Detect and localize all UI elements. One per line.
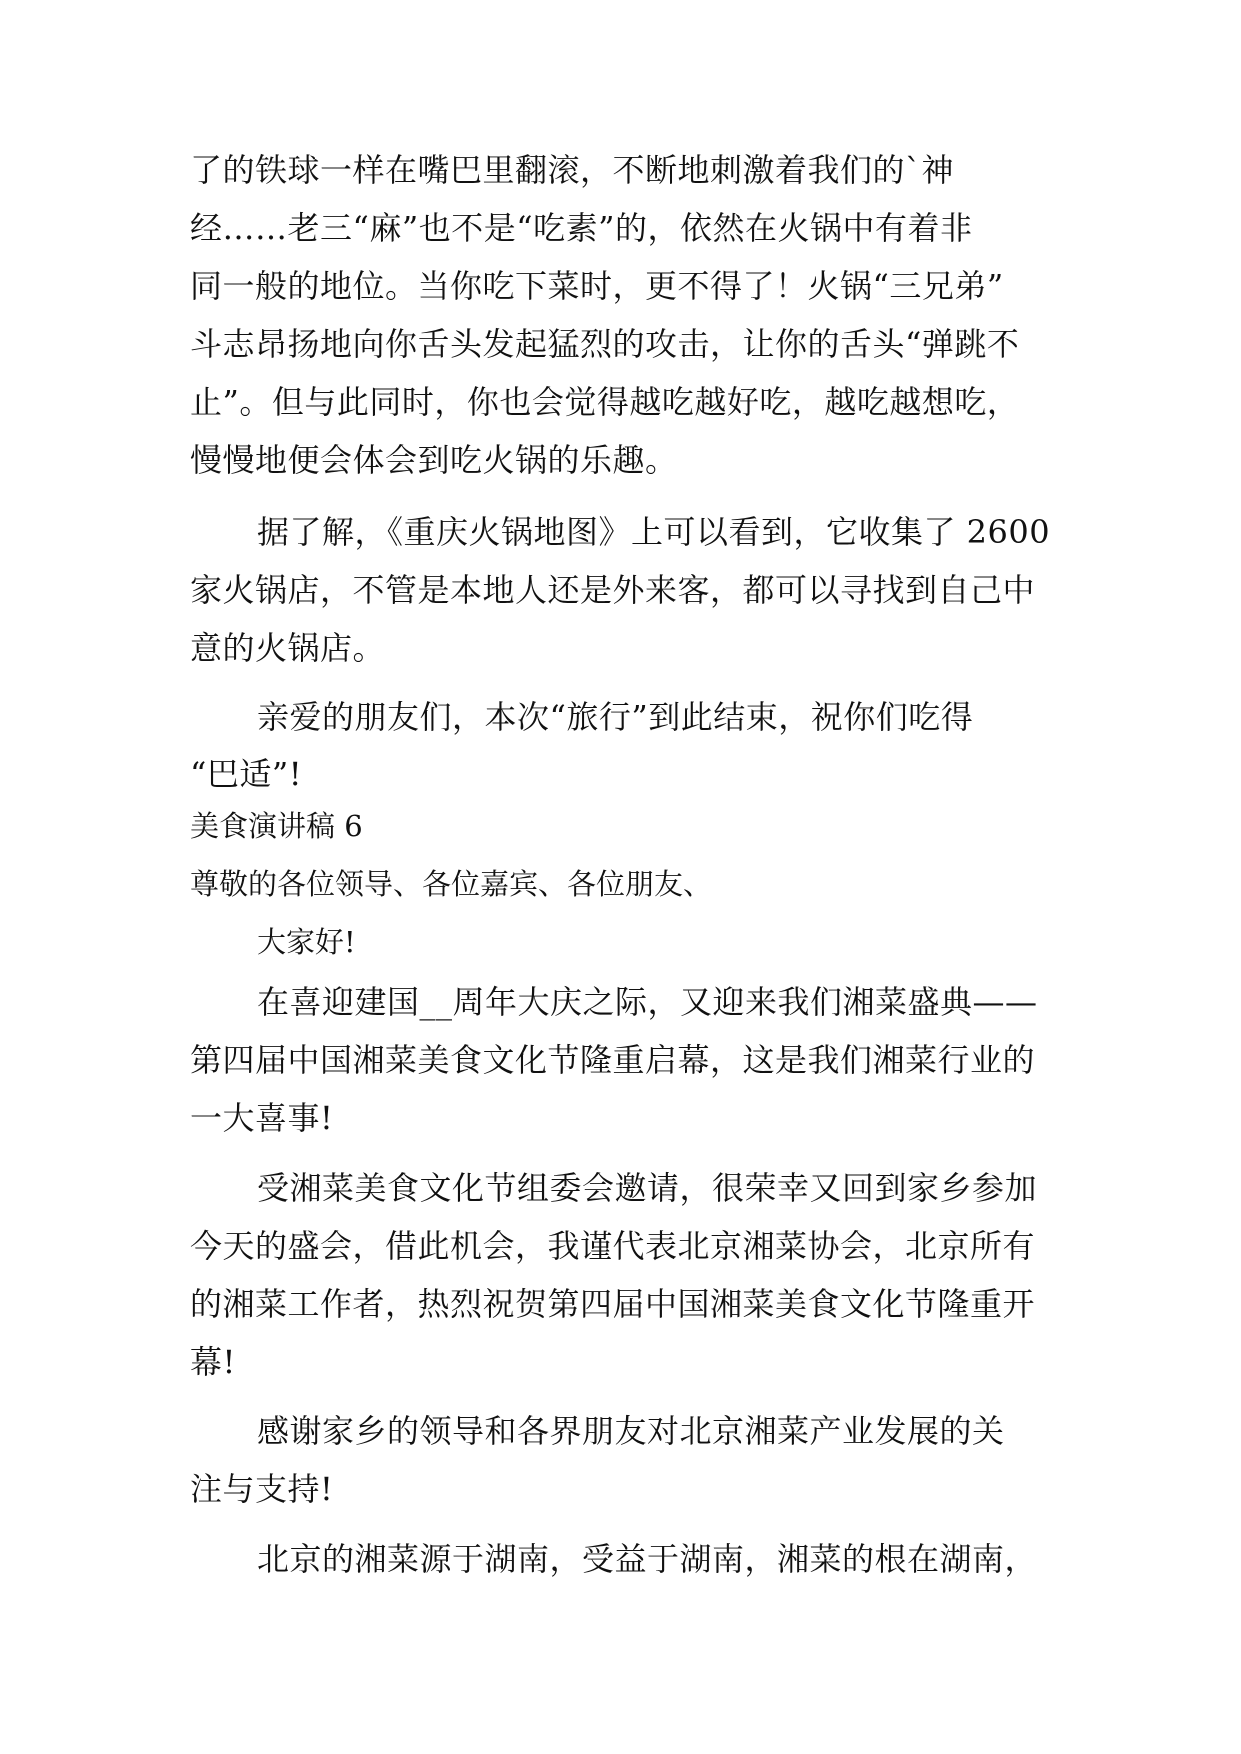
paragraph-line: 意的火锅店。: [190, 629, 386, 667]
paragraph-line: 北京的湘菜源于湖南，受益于湖南，湘菜的根在湖南，: [257, 1540, 1038, 1578]
paragraph-line: 一大喜事!: [190, 1099, 334, 1137]
paragraph-line: 据了解，《重庆火锅地图》上可以看到，它收集了 2600: [257, 513, 1051, 551]
paragraph-line: 注与支持!: [190, 1470, 334, 1508]
paragraph-line: 经……老三“麻”也不是“吃素”的，依然在火锅中有着非: [190, 209, 973, 247]
paragraph-line: “巴适”!: [190, 755, 303, 793]
paragraph-line: 斗志昂扬地向你舌头发起猛烈的攻击，让你的舌头“弹跳不: [190, 325, 1020, 363]
paragraph-line: 今天的盛会，借此机会，我谨代表北京湘菜协会，北京所有: [190, 1227, 1036, 1265]
paragraph-line: 了的铁球一样在嘴巴里翻滚，不断地刺激着我们的`神: [190, 151, 955, 189]
paragraph-line: 慢慢地便会体会到吃火锅的乐趣。: [190, 441, 678, 479]
paragraph-line: 的湘菜工作者，热烈祝贺第四届中国湘菜美食文化节隆重开: [190, 1285, 1036, 1323]
paragraph-line: 在喜迎建国__周年大庆之际，又迎来我们湘菜盛典——: [257, 983, 1038, 1021]
paragraph-line: 同一般的地位。当你吃下菜时，更不得了！火锅“三兄弟”: [190, 267, 1004, 305]
section-title: 美食演讲稿 6: [190, 809, 363, 843]
paragraph-line: 家火锅店，不管是本地人还是外来客，都可以寻找到自己中: [190, 571, 1036, 609]
greeting: 大家好!: [257, 925, 356, 959]
paragraph-line: 幕!: [190, 1343, 236, 1381]
paragraph-line: 第四届中国湘菜美食文化节隆重启幕，这是我们湘菜行业的: [190, 1041, 1036, 1079]
paragraph-line: 止”。但与此同时，你也会觉得越吃越好吃，越吃越想吃，: [190, 383, 1020, 421]
paragraph-line: 感谢家乡的领导和各界朋友对北京湘菜产业发展的关: [257, 1412, 1005, 1450]
paragraph-line: 受湘菜美食文化节组委会邀请，很荣幸又回到家乡参加: [257, 1169, 1038, 1207]
paragraph-line: 亲爱的朋友们，本次“旅行”到此结束，祝你们吃得: [257, 698, 974, 736]
salutation: 尊敬的各位领导、各位嘉宾、各位朋友、: [190, 867, 713, 901]
